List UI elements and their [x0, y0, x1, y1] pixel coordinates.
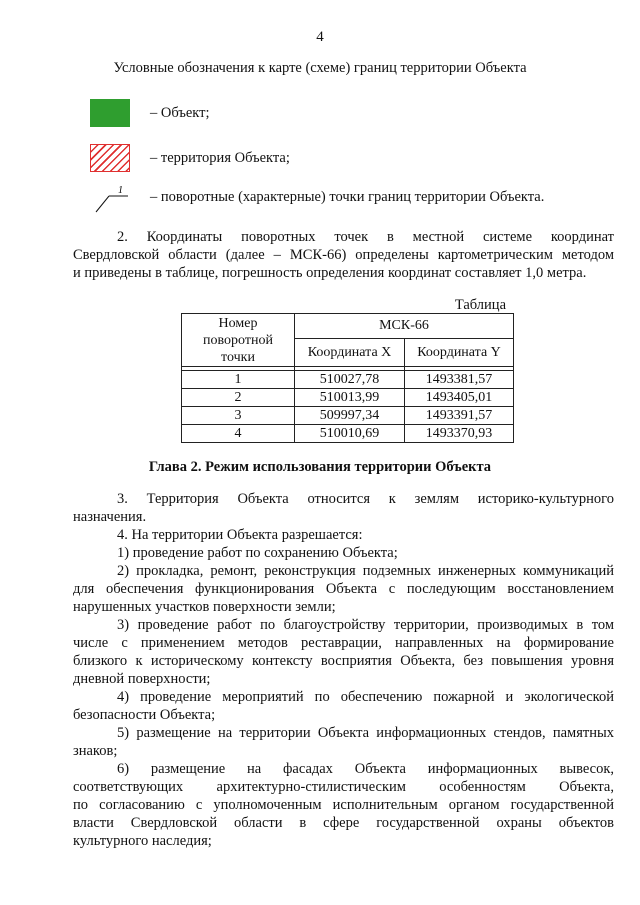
chapter-title: Глава 2. Режим использования территории Объекта	[148, 459, 492, 475]
legend-item-label: – Объект;	[150, 104, 210, 121]
page-number: 4	[316, 29, 324, 45]
turning-point-marker-icon	[90, 180, 132, 214]
text-line: по согласованию с уполномоченным исполнительным органом государственной	[73, 797, 614, 813]
paragraph-coordinates	[73, 228, 614, 282]
text-line: безопасности Объекта;	[73, 707, 216, 723]
text-line: 3) проведение работ по благоустройству территории, производимых в том	[117, 617, 614, 633]
header-coord-x: Координата X	[295, 339, 405, 367]
chapter-body	[73, 490, 614, 850]
text-line: культурного наследия;	[73, 833, 212, 849]
text-line: 3. Территория Объекта относится к землям историко-культурного	[117, 491, 614, 507]
text-line: 2) прокладка, ремонт, реконструкция подземных инженерных коммуникаций	[117, 563, 614, 579]
header-coord-y: Координата Y	[405, 339, 514, 367]
table-row: 3 509997,34 1493391,57	[182, 407, 514, 425]
text-line: 4) проведение мероприятий по обеспечению пожарной и экологической	[117, 689, 614, 705]
text-line: числе с применением методов реставрации, направленных на формирование	[73, 635, 614, 651]
text-line: 5) размещение на территории Объекта информационных стендов, памятных	[117, 725, 614, 741]
legend-item-label: – территория Объекта;	[150, 149, 290, 166]
marker-label: 1	[118, 185, 123, 196]
text-line: дневной поверхности;	[73, 671, 211, 687]
legend-title: Условные обозначения к карте (схеме) границ территории Объекта	[113, 60, 527, 76]
table-caption: Таблица	[454, 297, 506, 313]
table-row: 2 510013,99 1493405,01	[182, 389, 514, 407]
text-line: Свердловской области (далее – МСК-66) определены картометрическим методом	[73, 247, 614, 263]
text-line: для обеспечения функционирования Объекта с последующим восстановлением	[73, 581, 614, 597]
header-msk66: МСК-66	[295, 314, 514, 339]
text-line: и приведены в таблице, погрешность определения координат составляет 1,0 метра.	[73, 265, 587, 281]
green-fill-swatch	[90, 99, 130, 127]
legend-item-territory	[90, 143, 290, 173]
coordinates-table	[181, 313, 514, 443]
text-line: назначения.	[73, 509, 147, 525]
text-line: 4. На территории Объекта разрешается:	[117, 527, 363, 543]
legend-item-object	[90, 98, 210, 128]
legend-item-label: – поворотные (характерные) точки границ территории Объекта.	[150, 188, 545, 205]
text-line: соответствующих архитектурно-стилистическим особенностям Объекта,	[73, 779, 614, 795]
text-line: знаков;	[73, 743, 118, 759]
red-hatch-swatch	[90, 144, 130, 172]
text-line: 2. Координаты поворотных точек в местной системе координат	[117, 229, 614, 245]
table-row: 1 510027,78 1493381,57	[182, 371, 514, 389]
table-row: 4 510010,69 1493370,93	[182, 425, 514, 443]
legend-item-turning-points	[90, 182, 545, 212]
text-line: 6) размещение на фасадах Объекта информационных вывесок,	[117, 761, 614, 777]
text-line: близкого к историческому контексту восприятия Объекта, без повышения уровня	[73, 653, 614, 669]
text-line: власти Свердловской области в сфере государственной охраны объектов	[73, 815, 614, 831]
text-line: нарушенных участков поверхности земли;	[73, 599, 336, 615]
header-point-number: Номер поворотной точки	[182, 314, 295, 367]
text-line: 1) проведение работ по сохранению Объекта;	[117, 545, 398, 561]
